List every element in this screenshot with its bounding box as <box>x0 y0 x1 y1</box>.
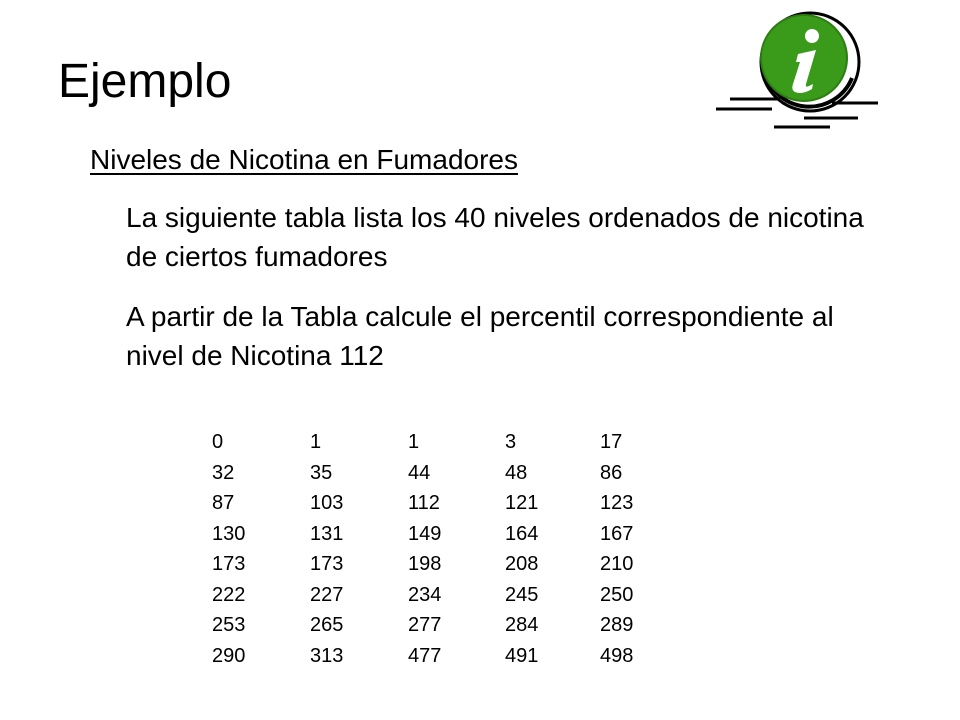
table-cell: 112 <box>408 492 440 514</box>
table-cell: 198 <box>408 553 442 575</box>
subtitle: Niveles de Nicotina en Fumadores <box>90 144 518 175</box>
table-cell: 86 <box>600 461 623 484</box>
table-cell: 131 <box>310 522 344 545</box>
table-cell: 227 <box>310 583 344 606</box>
table-cell: 173 <box>310 553 344 575</box>
table-cell: 491 <box>505 644 539 667</box>
table-cell: 1 <box>408 431 420 453</box>
table-cell: 32 <box>212 461 235 484</box>
table-cell: 210 <box>600 553 634 575</box>
table-cell: 477 <box>408 644 442 667</box>
table-row <box>212 458 660 489</box>
table-cell: 164 <box>505 522 539 545</box>
table-cell: 208 <box>505 553 539 575</box>
table-cell: 1 <box>310 431 322 453</box>
table-cell: 277 <box>408 614 442 636</box>
table-cell: 313 <box>310 644 344 667</box>
table-cell: 245 <box>505 583 539 606</box>
table-row <box>212 641 660 672</box>
table-row <box>212 519 660 550</box>
table-cell: 498 <box>600 644 634 667</box>
table-row <box>212 488 660 519</box>
table-cell: 290 <box>212 644 246 667</box>
table-cell: 130 <box>212 522 246 545</box>
table-cell: 44 <box>408 461 431 484</box>
table-cell: 222 <box>212 583 246 606</box>
table-cell: 121 <box>505 492 539 514</box>
table-row <box>212 580 660 611</box>
nicotine-levels-table <box>212 427 660 671</box>
table-cell: 167 <box>600 522 634 545</box>
table-cell: 48 <box>505 461 528 484</box>
table-cell: 0 <box>212 431 224 453</box>
table-cell: 35 <box>310 461 333 484</box>
paragraph-instruction: A partir de la Tabla calcule el percentil correspondiente al nivel de Nicotina 112 <box>126 301 834 371</box>
table-cell: 17 <box>600 431 623 453</box>
paragraph-description: La siguiente tabla lista los 40 niveles ordenados de nicotina de ciertos fumadores <box>126 202 864 272</box>
table-cell: 253 <box>212 614 246 636</box>
table-row <box>212 549 660 580</box>
table-cell: 173 <box>212 553 246 575</box>
table-cell: 3 <box>505 431 517 453</box>
table-cell: 103 <box>310 492 344 514</box>
table-cell: 284 <box>505 614 539 636</box>
table-cell: 289 <box>600 614 634 636</box>
table-cell: 250 <box>600 583 634 606</box>
info-icon <box>712 6 882 136</box>
table-row <box>212 427 660 458</box>
table-cell: 123 <box>600 492 634 514</box>
table-cell: 234 <box>408 583 442 606</box>
table-cell: 149 <box>408 522 442 545</box>
slide-title: Ejemplo <box>58 55 232 108</box>
table-cell: 87 <box>212 492 235 514</box>
table-row <box>212 610 660 641</box>
table-cell: 265 <box>310 614 344 636</box>
